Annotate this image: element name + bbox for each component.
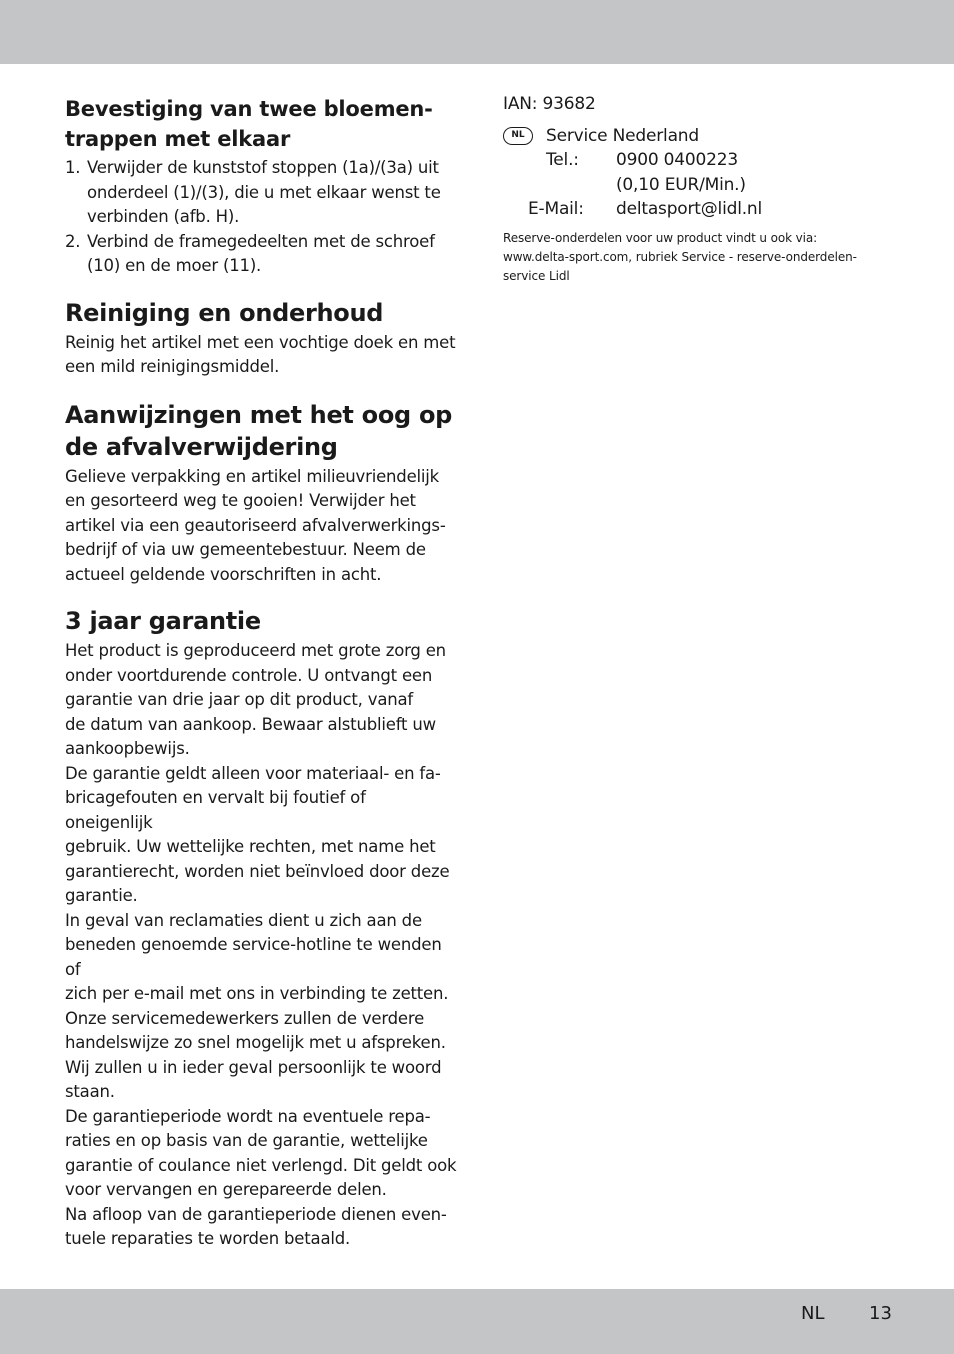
step-line: Verwijder de kunststof stoppen (1a)/(3a) uit [87, 158, 439, 177]
text-line: onder voortdurende controle. U ontvangt een [65, 665, 433, 685]
step-line: (10) en de moer (11). [87, 256, 262, 275]
right-column [503, 92, 893, 286]
text-line: garantierecht, worden niet beïnvloed door deze [65, 861, 450, 881]
text-line: actueel geldende voorschriften in acht. [65, 564, 382, 584]
text-line: Gelieve verpakking en artikel milieuvriendelijk [65, 466, 440, 486]
service-title-row [503, 124, 893, 149]
text-line: staan. [65, 1082, 115, 1101]
tel-rate-row [503, 173, 893, 198]
tel-rate: (0,10 EUR/Min.) [616, 174, 746, 195]
page-number: 13 [869, 1303, 892, 1324]
text-line: aankoopbewijs. [65, 739, 190, 758]
text-line: tuele reparaties te worden betaald. [65, 1229, 351, 1248]
heading-line: Bevestiging van twee bloemen- [65, 97, 433, 121]
text-line: de datum van aankoop. Bewaar alstublieft uw [65, 714, 436, 734]
left-column [65, 94, 457, 1252]
text-line: bedrijf of via uw gemeentebestuur. Neem de [65, 540, 426, 559]
step-number: 1. [65, 158, 81, 177]
text-line: Wij zullen u in ieder geval persoonlijk te woord [65, 1057, 442, 1077]
text-line: raties en op basis van de garantie, wettelijke [65, 1131, 428, 1150]
tel-row [503, 148, 893, 173]
section-heading-disposal [65, 399, 457, 463]
text-line: garantie. [65, 886, 138, 905]
text-line: garantie van drie jaar op dit product, vanaf [65, 690, 414, 709]
text-line: zich per e-mail met ons in verbinding te zetten. [65, 984, 449, 1003]
text-line: In geval van reclamaties dient u zich aan de [65, 910, 422, 930]
disposal-text [65, 465, 457, 588]
note-line: service Lidl [503, 268, 570, 283]
note-line: Reserve-onderdelen voor uw product vindt u ook via: [503, 230, 818, 245]
tel-value: 0900 0400223 [616, 150, 738, 170]
warranty-text [65, 639, 457, 1252]
email-label: E-Mail: [528, 199, 584, 219]
email-row [503, 197, 893, 222]
text-line: bricagefouten en vervalt bij foutief of oneigenlijk [65, 788, 366, 832]
cleaning-text [65, 331, 457, 380]
text-line: gebruik. Uw wettelijke rechten, met name het [65, 837, 436, 856]
text-line: Reinig het artikel met een vochtige doek en met [65, 332, 456, 352]
text-line: handelswijze zo snel mogelijk met u afspreken. [65, 1033, 446, 1052]
email-value[interactable]: deltasport@lidl.nl [616, 199, 763, 219]
ian-number: IAN: 93682 [503, 94, 596, 114]
section-heading-fastening [65, 94, 457, 154]
footer-language: NL [801, 1303, 825, 1324]
note-line: www.delta-sport.com, rubriek Service - reserve-onderdelen- [503, 249, 857, 264]
heading-line: de afvalverwijdering [65, 432, 338, 461]
text-line: De garantie geldt alleen voor materiaal- en fa- [65, 763, 441, 783]
section-heading-warranty: 3 jaar garantie [65, 607, 261, 635]
step-item [65, 156, 457, 230]
tel-label: Tel.: [546, 150, 579, 170]
text-line: en gesorteerd weg te gooien! Verwijder het [65, 491, 416, 510]
section-heading-cleaning: Reiniging en onderhoud [65, 298, 384, 327]
step-line: onderdeel (1)/(3), die u met elkaar wenst te [87, 182, 441, 202]
step-line: Verbind de framegedeelten met de schroef [87, 231, 435, 251]
text-line: garantie of coulance niet verlengd. Dit geldt ook [65, 1155, 457, 1175]
spare-parts-note [503, 229, 893, 286]
text-line: Onze servicemedewerkers zullen de verdere [65, 1008, 425, 1028]
step-item [65, 230, 457, 279]
text-line: voor vervangen en gerepareerde delen. [65, 1180, 387, 1199]
step-line: verbinden (afb. H). [87, 207, 240, 226]
text-line: De garantieperiode wordt na eventuele repa- [65, 1106, 431, 1126]
heading-line: Aanwijzingen met het oog op [65, 400, 453, 429]
step-number: 2. [65, 231, 81, 251]
heading-line: trappen met elkaar [65, 127, 291, 151]
text-line: artikel via een geautoriseerd afvalverwerkings- [65, 515, 446, 535]
text-line: beneden genoemde service-hotline te wenden of [65, 935, 442, 979]
fastening-steps [65, 156, 457, 279]
text-line: een mild reinigingsmiddel. [65, 357, 280, 376]
top-band [0, 0, 954, 64]
text-line: Na afloop van de garantieperiode dienen even- [65, 1204, 447, 1224]
nl-country-badge: NL [503, 127, 533, 145]
text-line: Het product is geproduceerd met grote zorg en [65, 641, 446, 660]
service-title: Service Nederland [546, 125, 699, 146]
